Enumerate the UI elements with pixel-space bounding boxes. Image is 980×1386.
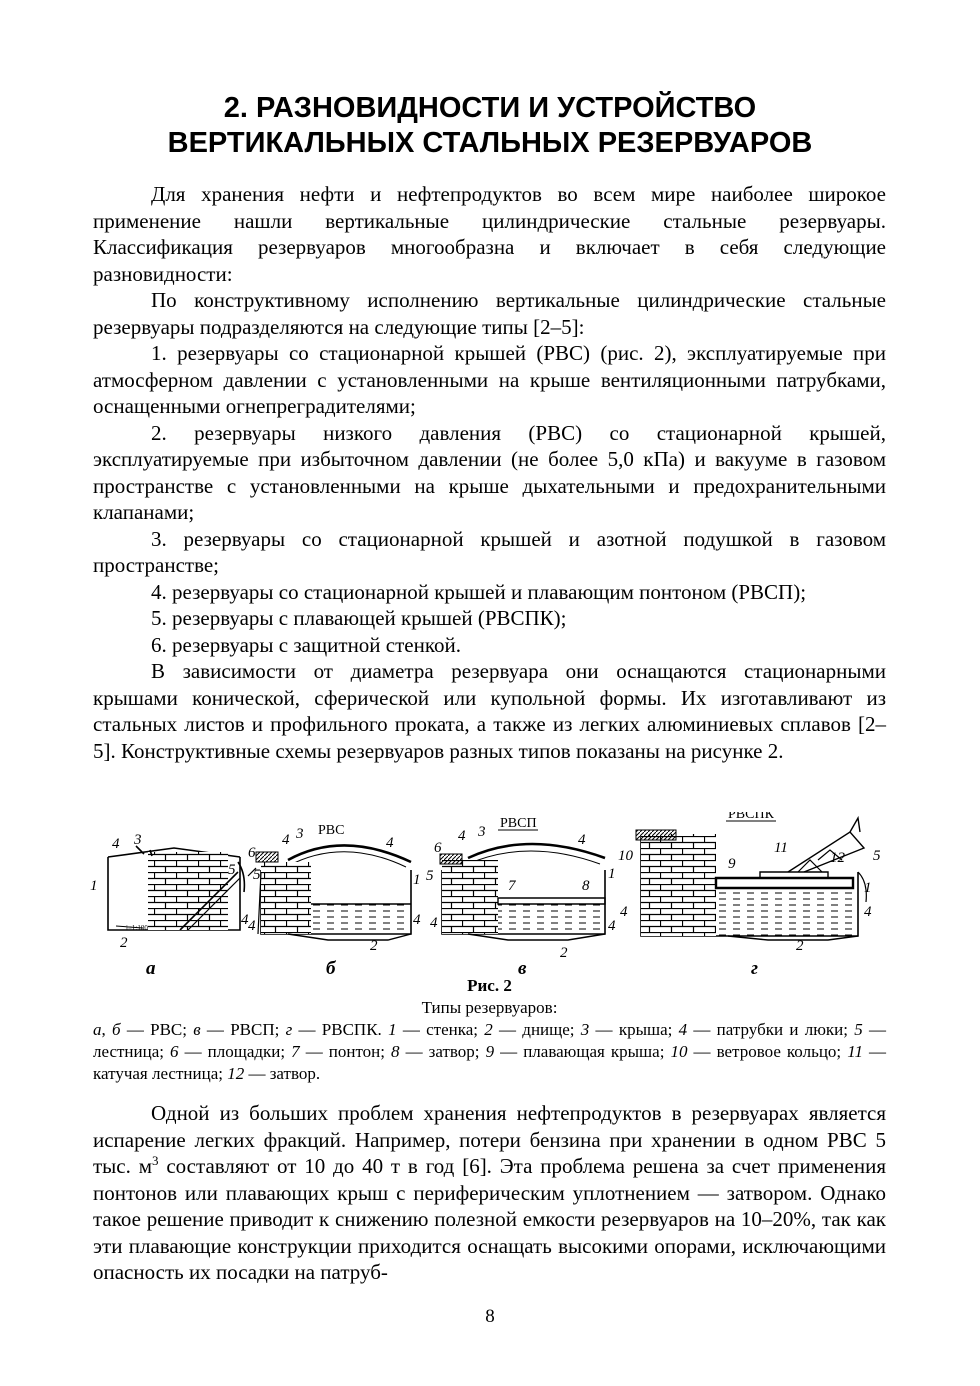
legend-n3: 3 [580, 1020, 590, 1039]
label-slope: i=1:100 [126, 924, 148, 932]
tank-g-liquid [716, 888, 858, 936]
callout-g-11: 11 [774, 840, 788, 856]
tank-g-floating-roof [716, 878, 853, 888]
paragraph-evaporation [93, 1100, 886, 1286]
tank-v-pontoon [498, 898, 605, 904]
label-rvs: РВС [318, 823, 345, 838]
legend-s9: — лестница; [93, 1020, 887, 1061]
tank-v-liquid [498, 904, 605, 934]
list-item-1: 1. резервуары со стационарной крышей (РВС) (рис. 2), эксплуатируемые при атмосферном давлении с установленными на крыше вентиляционными патрубками, оснащенными огнепреградителями; [93, 341, 886, 418]
caption-legend [93, 1019, 886, 1085]
legend-a: а [93, 1020, 102, 1039]
legend-s14: — ветровое кольцо; [687, 1042, 848, 1061]
paragraph-evaporation-part1: Одной из больших проблем хранения нефтепродуктов в резервуарах является испарение легких фракций. Например, потери бензина при хранении в одном РВС 5 тыс. м [93, 1101, 886, 1178]
legend-s6: — днище; [492, 1020, 581, 1039]
callout-v-4b: 4 [578, 832, 586, 848]
callout-b-4b: 4 [386, 835, 394, 851]
legend-n9: 9 [485, 1042, 495, 1061]
callout-a-1: 1 [90, 878, 98, 894]
diagram-g [636, 818, 866, 940]
list-item-3: 3. резервуары со стационарной крышей и азотной подушкой в газовом пространстве; [93, 526, 886, 577]
callout-g-9: 9 [728, 856, 736, 872]
callout-v-5: 5 [426, 868, 434, 884]
tank-a-cutaway [148, 852, 228, 930]
callout-v-1: 1 [608, 866, 616, 882]
legend-s4: — РВСПК. [292, 1020, 389, 1039]
tank-g-cutaway [641, 834, 716, 936]
callout-b-4c: 4 [248, 918, 256, 934]
legend-n12: 12 [227, 1064, 245, 1083]
body-text [93, 181, 886, 764]
list-item-2: 2. резервуары низкого давления (РВС) со стационарной крышей, эксплуатируемые при избыточном давлении (не более 5,0 кПа) и вакууме в газовом пространстве с установленными на крыше дыхательными и предохранительными клапанами; [93, 420, 886, 524]
page-number: 8 [485, 1306, 495, 1327]
legend-s15: — катучая лестница; [93, 1042, 887, 1083]
legend-n4: 4 [678, 1020, 688, 1039]
callout-g-1: 1 [864, 880, 872, 896]
figure-caption [93, 975, 886, 1085]
list-item-4: 4. резервуары со стационарной крышей и плавающим понтоном (РВСП); [151, 579, 807, 604]
callout-a-2: 2 [120, 935, 128, 951]
legend-v: в [193, 1020, 201, 1039]
legend-s10: — площадки; [178, 1042, 292, 1061]
legend-g: г [285, 1020, 293, 1039]
callout-v-4c: 4 [430, 915, 438, 931]
sublabel-v: в [518, 958, 527, 979]
legend-n7: 7 [291, 1042, 300, 1061]
callout-a-5: 5 [228, 862, 236, 878]
section-title-line2: ВЕРТИКАЛЬНЫХ СТАЛЬНЫХ РЕЗЕРВУАРОВ [167, 127, 813, 159]
label-rvsp: РВСП [500, 816, 537, 831]
legend-b: б [112, 1020, 121, 1039]
legend-s12: — затвор; [399, 1042, 486, 1061]
callout-a-4: 4 [112, 836, 120, 852]
callout-a-4b: 4 [241, 912, 249, 928]
callout-v-3: 3 [478, 824, 486, 840]
callout-b-4d: 4 [413, 912, 421, 928]
tank-v-cutaway [442, 860, 498, 934]
callout-g-4b: 4 [620, 904, 628, 920]
diagram-v [440, 844, 605, 940]
callout-g-4: 4 [864, 904, 872, 920]
list-item-5: 5. резервуары с плавающей крышей (РВСПК); [151, 606, 567, 630]
paragraph-roofs: В зависимости от диаметра резервуара они оснащаются стационарными крышами конической, сферической или купольной формы. Их изготавливают из стальных листов и профильного проката, а также из легких алюминиевых сплавов [2–5]. Конструктивные схемы резервуаров разных типов показаны на рисунке 2. [93, 659, 886, 763]
legend-s7: — крыша; [589, 1020, 679, 1039]
section-title [0, 91, 980, 161]
callout-v-8: 8 [582, 878, 590, 894]
callout-a-3: 3 [134, 832, 142, 848]
paragraph-types: По конструктивному исполнению вертикальные цилиндрические стальные резервуары подразделяются на следующие типы [2–5]: [93, 288, 886, 339]
caption-subtitle: Типы резервуаров: [421, 998, 558, 1017]
sublabel-g: г [751, 958, 759, 979]
legend-s1: , [101, 1020, 113, 1039]
legend-n2: 2 [484, 1020, 493, 1039]
callout-b-4: 4 [282, 832, 290, 848]
body-text-continued [93, 1100, 886, 1286]
callout-g-2: 2 [796, 938, 804, 954]
section-title-line1: 2. РАЗНОВИДНОСТИ И УСТРОЙСТВО [223, 92, 757, 124]
legend-s11: — понтон; [299, 1042, 392, 1061]
legend-n10: 10 [670, 1042, 688, 1061]
legend-s16: — затвор. [244, 1064, 321, 1083]
tank-b-cutaway [261, 862, 311, 934]
tank-g-rolling-ladder [788, 832, 864, 872]
superscript-3: 3 [152, 1153, 159, 1168]
callout-v-4: 4 [458, 828, 466, 844]
callout-b-5: 5 [253, 867, 261, 883]
callout-g-10: 10 [618, 848, 633, 864]
paragraph-evaporation-part2: составляют от 10 до 40 т в год [6]. Эта проблема решена за счет применения понтонов или плавающих крыш с периферическим уплотнением — затвором. Однако такое решение приводит к снижению полезной емкости резервуаров на 10–20%, так как эти плавающие конструкции приходится оснащать высокими опорами, исключающими опасность их посадки на патруб- [93, 1154, 886, 1284]
callout-g-5: 5 [873, 848, 881, 864]
sublabel-a: а [146, 958, 156, 979]
label-rvspk: РВСПК [728, 812, 774, 822]
figure-tanks [88, 812, 888, 982]
callout-v-6: 6 [434, 840, 442, 856]
legend-s5: — стенка; [396, 1020, 485, 1039]
caption-title: Рис. 2 [467, 976, 512, 995]
callout-v-2: 2 [560, 945, 568, 961]
callout-v-4d: 4 [608, 918, 616, 934]
legend-n1: 1 [388, 1020, 397, 1039]
callout-g-12: 12 [830, 850, 845, 866]
callout-b-6: 6 [248, 845, 256, 861]
legend-s2: — РВС; [120, 1020, 194, 1039]
list-item-6: 6. резервуары с защитной стенкой. [151, 632, 461, 657]
legend-s13: — плавающая крыша; [494, 1042, 671, 1061]
tank-b-liquid [311, 902, 411, 934]
diagram-a [108, 846, 244, 930]
callout-b-2: 2 [370, 938, 378, 954]
tank-diagrams [88, 812, 888, 982]
diagram-b [248, 845, 411, 940]
legend-s8: — патрубки и люки; [687, 1020, 855, 1039]
sublabel-b: б [326, 958, 336, 979]
paragraph-intro: Для хранения нефти и нефтепродуктов во всем мире наиболее широкое применение нашли вертикальные цилиндрические стальные резервуары. Классификация резервуаров многообразна и включает в себя следующие разновидности: [93, 182, 886, 286]
legend-n5: 5 [854, 1020, 863, 1039]
legend-n8: 8 [391, 1042, 400, 1061]
legend-n11: 11 [847, 1042, 863, 1061]
callout-b-3: 3 [296, 826, 304, 842]
callout-b-1: 1 [413, 872, 421, 888]
callout-v-7: 7 [508, 878, 516, 894]
legend-n6: 6 [170, 1042, 179, 1061]
legend-s3: — РВСП; [200, 1020, 286, 1039]
